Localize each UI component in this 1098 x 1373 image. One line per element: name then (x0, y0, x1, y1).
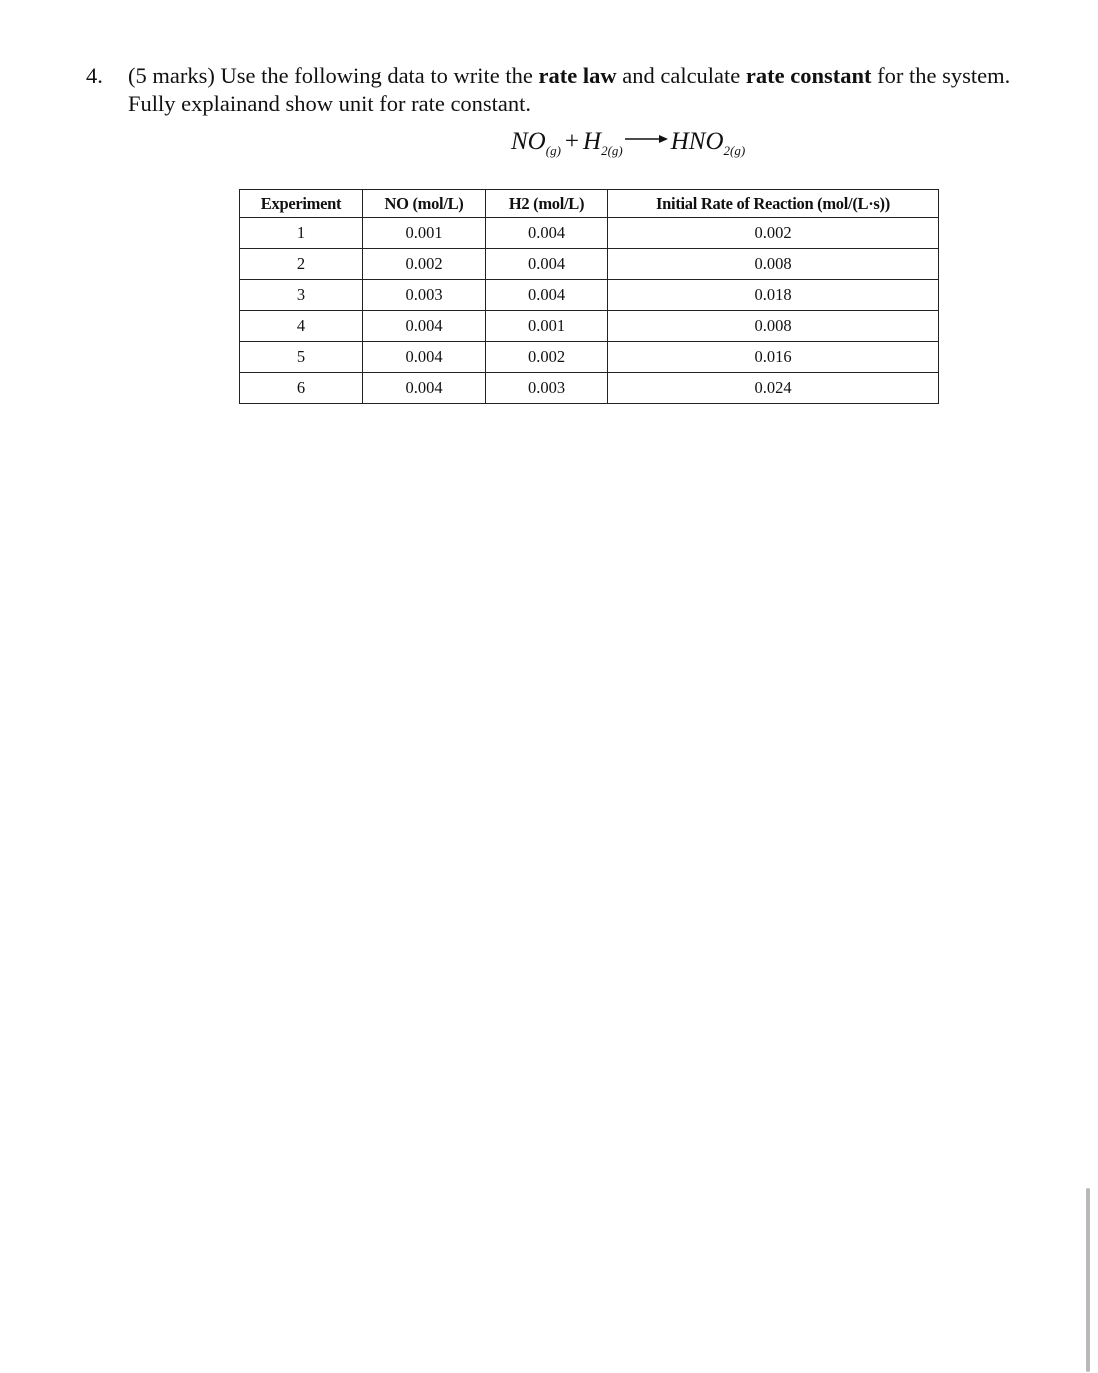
question-intro: (5 marks) Use the following data to write the (128, 63, 539, 88)
vertical-scrollbar[interactable] (1086, 1188, 1090, 1372)
cell-experiment: 3 (240, 280, 363, 311)
table-row (240, 280, 939, 311)
table-row (240, 311, 939, 342)
reactant-no: NO (511, 128, 546, 155)
cell-experiment: 4 (240, 311, 363, 342)
reactant-no-state: (g) (545, 143, 561, 158)
cell-rate: 0.016 (608, 342, 939, 373)
rate-constant-bold: rate constant (745, 63, 872, 88)
table-row (240, 218, 939, 249)
table-header-row (240, 190, 939, 218)
cell-rate: 0.024 (608, 373, 939, 404)
cell-h2: 0.004 (486, 280, 608, 311)
chemical-equation (511, 128, 745, 159)
cell-no: 0.001 (363, 218, 486, 249)
rate-law-bold: rate law (538, 63, 617, 88)
cell-h2: 0.004 (486, 249, 608, 280)
product-hno2: HNO (670, 128, 724, 155)
header-h2: H2 (mol/L) (486, 190, 608, 218)
question-end: for the system. Fully explainand show unit for rate constant. (128, 63, 1011, 116)
reactant-h2: H (583, 128, 602, 155)
table-row (240, 342, 939, 373)
cell-rate: 0.018 (608, 280, 939, 311)
reactant-h2-state: 2(g) (601, 143, 623, 158)
cell-experiment: 6 (240, 373, 363, 404)
cell-h2: 0.003 (486, 373, 608, 404)
plus-sign: + (564, 128, 580, 155)
cell-experiment: 1 (240, 218, 363, 249)
product-hno2-state: 2(g) (723, 143, 746, 158)
question-number: 4. (86, 63, 103, 88)
cell-h2: 0.004 (486, 218, 608, 249)
cell-no: 0.004 (363, 373, 486, 404)
header-experiment: Experiment (240, 190, 363, 218)
reaction-arrow-icon (625, 133, 669, 145)
cell-no: 0.002 (363, 249, 486, 280)
cell-h2: 0.002 (486, 342, 608, 373)
cell-rate: 0.008 (608, 249, 939, 280)
cell-experiment: 2 (240, 249, 363, 280)
cell-h2: 0.001 (486, 311, 608, 342)
table-row (240, 373, 939, 404)
cell-rate: 0.002 (608, 218, 939, 249)
cell-no: 0.003 (363, 280, 486, 311)
header-no: NO (mol/L) (363, 190, 486, 218)
cell-no: 0.004 (363, 311, 486, 342)
table-row (240, 249, 939, 280)
rate-data-table (239, 189, 939, 404)
cell-rate: 0.008 (608, 311, 939, 342)
question-text (128, 62, 1028, 118)
question-mid: and calculate (616, 63, 746, 88)
header-rate: Initial Rate of Reaction (mol/(L·s)) (608, 190, 939, 218)
cell-experiment: 5 (240, 342, 363, 373)
cell-no: 0.004 (363, 342, 486, 373)
